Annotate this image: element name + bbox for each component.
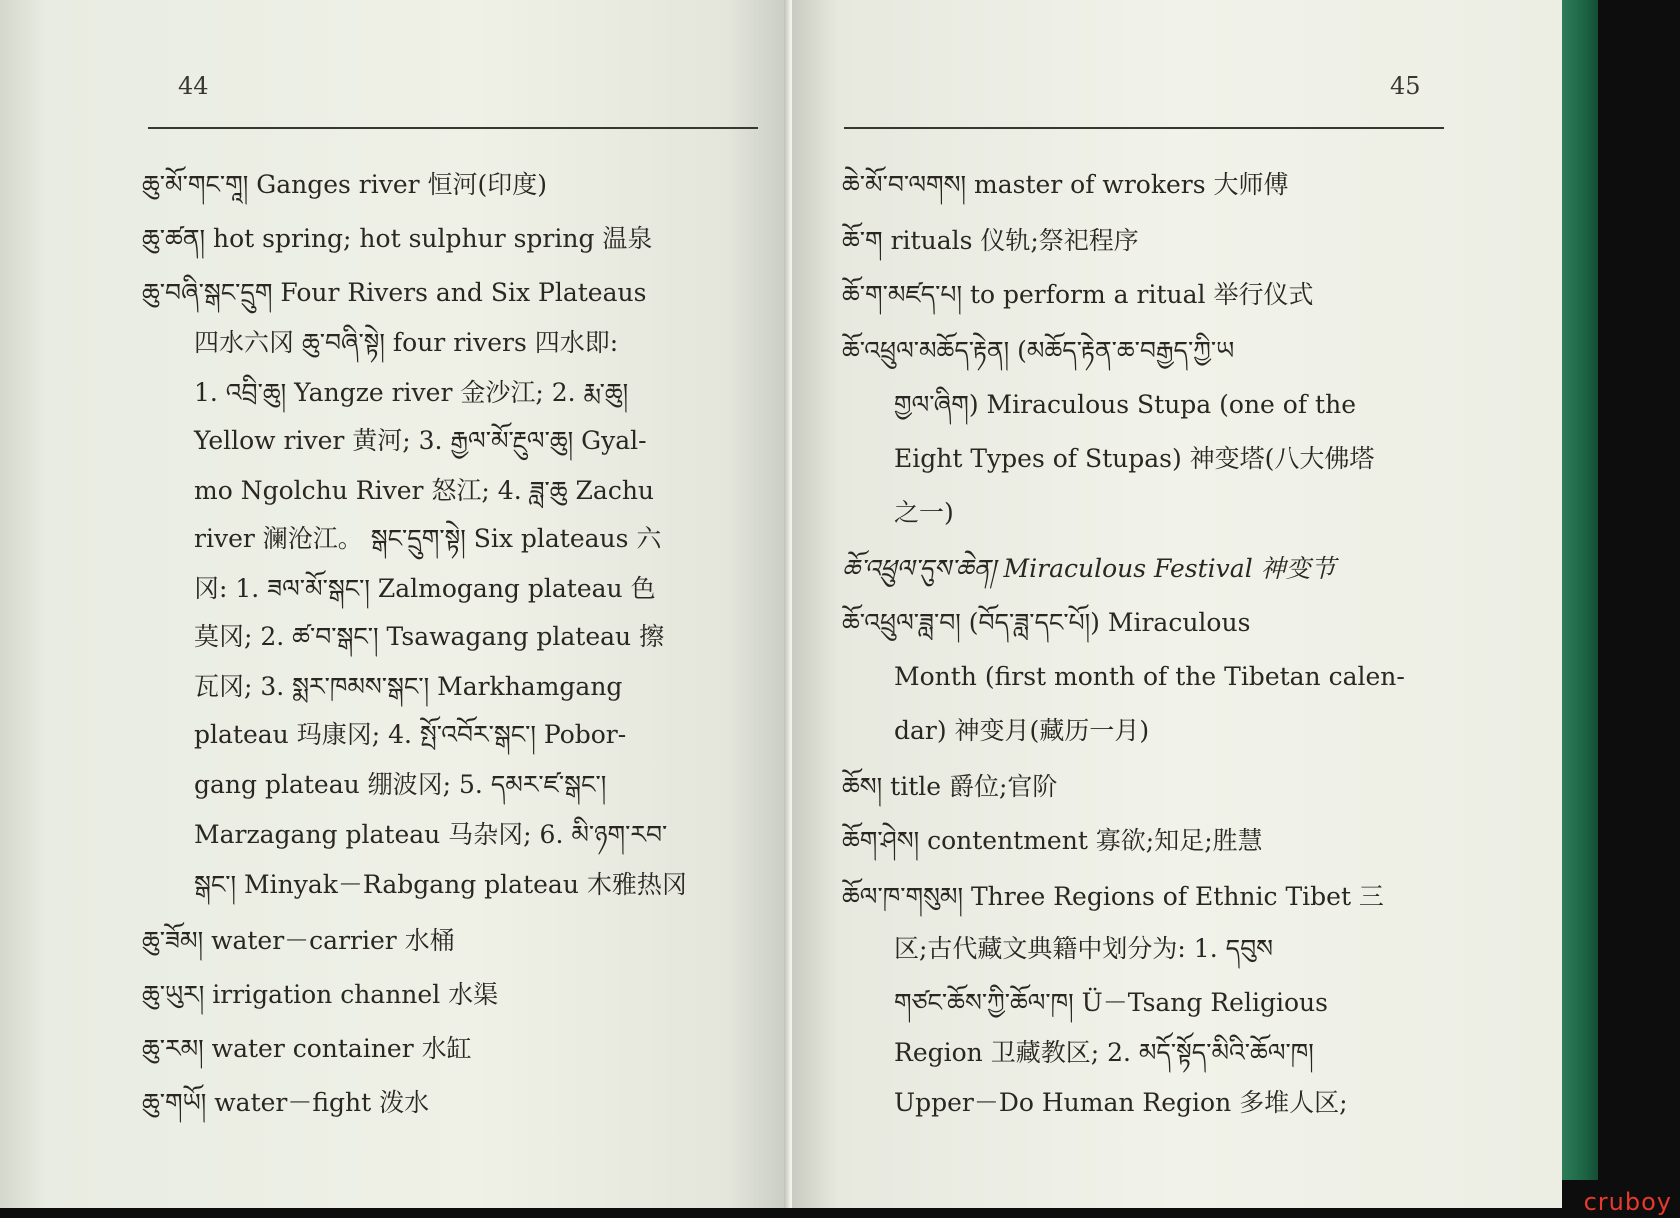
entry-line: ཆོག་ཤེས། contentment 寡欲;知足;胜慧 [842,826,1263,855]
entry-line: river 澜沧江。 སྒང་དྲུག་སྟེ། Six plateaus 六 [194,524,662,553]
entry-line: 区;古代藏文典籍中划分为: 1. དབུས [894,934,1273,963]
entry-line: mo Ngolchu River 怒江; 4. ཟླ་ཆུ Zachu [194,476,655,505]
entry-line: གྱལ་ཞིག) Miraculous Stupa (one of the [894,390,1356,419]
entry-line: ཆེ་མོ་བ་ལགས། master of wrokers 大师傅 [842,170,1289,199]
entry-line: Eight Types of Stupas) 神变塔(八大佛塔 [894,444,1375,473]
entry-line: Region 卫藏教区; 2. མདོ་སྟོད་མིའི་ཆོལ་ཁ། [894,1038,1314,1067]
entry-line: ཆུ་ཡུར། irrigation channel 水渠 [142,980,499,1009]
right-page [792,0,1562,1208]
right-header-rule [844,127,1444,129]
entry-line: Upper－Do Human Region 多堆人区; [894,1088,1348,1117]
entry-line: Yellow river 黄河; 3. རྒྱལ་མོ་རྔུལ་ཆུ། Gyal- [194,426,647,455]
entry-line: ཆོ་ག་མཛད་པ། to perform a ritual 举行仪式 [842,280,1314,309]
left-header-rule [148,127,758,129]
entry-line: 冈: 1. ཟལ་མོ་སྒང་། Zalmogang plateau 色 [194,574,656,603]
entry-line: ཆུ་གཡོ། water－fight 泼水 [142,1088,430,1117]
entry-line: ཆུ་ཟོམ། water－carrier 水桶 [142,926,455,955]
entry-line: ཆུ་བཞི་སྒང་དྲུག Four Rivers and Six Plateaus [142,278,647,307]
entry-line: 瓦冈; 3. སྨར་ཁམས་སྒང་། Markhamgang [194,672,623,701]
entry-line: སྒང་། Minyak－Rabgang plateau 木雅热冈 [194,870,687,899]
entry-line: 1. འབྲི་ཆུ། Yangze river 金沙江; 2. རྨ་ཆུ། [194,378,629,407]
right-page-number: 45 [1390,72,1421,100]
watermark: cruboy [1583,1188,1672,1216]
entry-line: gang plateau 绷波冈; 5. དམར་ཛ་སྒང་། [194,770,607,799]
entry-line: གཙང་ཆོས་ཀྱི་ཆོལ་ཁ། Ü－Tsang Religious [894,988,1328,1017]
entry-line: ཆོས། title 爵位;官阶 [842,772,1058,801]
entry-line: ཆོ་འཕྲུལ་ཟླ་བ། (བོད་ཟླ་དང་པོ།) Miraculous [842,608,1251,637]
book-cover-edge [1562,0,1598,1180]
entry-line: ཆུ་མོ་གང་གཱ། Ganges river 恒河(印度) [142,170,548,199]
entry-line: 莫冈; 2. ཚ་བ་སྒང་། Tsawagang plateau 擦 [194,622,665,651]
entry-line: dar) 神变月(藏历一月) [894,716,1150,745]
left-page-number: 44 [178,72,209,100]
entry-line: 之一) [894,498,954,527]
entry-line: ཆོ་འཕྲུལ་དུས་ཆེན། Miraculous Festival 神变节 [842,554,1336,583]
entry-line: Marzagang plateau 马杂冈; 6. མི་ཉག་རབ་ [194,820,668,849]
entry-line: plateau 玛康冈; 4. སྤོ་འབོར་སྒང་། Pobor- [194,720,627,749]
left-page [0,0,790,1208]
entry-line: ཆུ་ཚན། hot spring; hot sulphur spring 温泉 [142,224,653,253]
entry-line: ཆོ་འཕྲུལ་མཆོད་རྟེན། (མཆོད་རྟེན་ཆ་བརྒྱད་ཀྱི་ཡ [842,336,1235,365]
entry-line: ཆུ་རམ། water container 水缸 [142,1034,472,1063]
entry-line: ཆོལ་ཁ་གསུམ། Three Regions of Ethnic Tibet 三 [842,882,1384,911]
entry-line: 四水六冈 ཆུ་བཞི་སྟེ། four rivers 四水即: [194,328,619,357]
entry-line: Month (first month of the Tibetan calen- [894,662,1405,691]
entry-line: ཆོ་ག rituals 仪轨;祭祀程序 [842,226,1139,255]
